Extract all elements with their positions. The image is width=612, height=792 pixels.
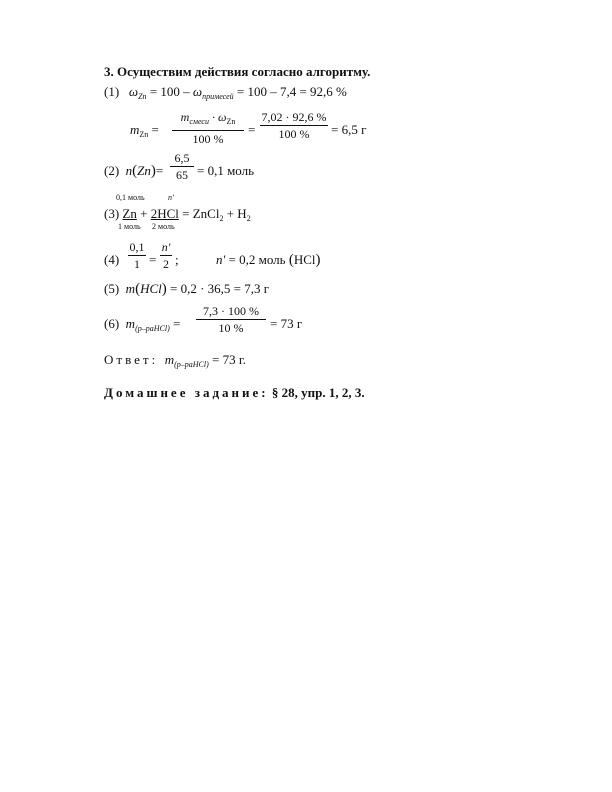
step3-line: (3) Zn + 2HCl = ZnCl$_2$ + $H_2$ (104, 206, 251, 223)
step2-fraction (170, 151, 194, 182)
step2-denominator: 65 (176, 168, 188, 182)
answer-line (104, 352, 246, 372)
reaction-below-left: 1 моль (118, 222, 141, 231)
step4-f2-denominator: 2 (163, 257, 169, 271)
step6-denominator: 10 % (218, 321, 244, 335)
step6-number: (6) (104, 316, 120, 331)
step6-numerator: 7,3 · 100 % (203, 304, 259, 318)
step1-fraction-1 (172, 110, 244, 146)
step6-m: m (125, 316, 136, 331)
step4-f1-numerator: 0,1 (129, 240, 145, 254)
step1-mass-label: $m_{Zn}$ = (130, 122, 159, 139)
step3-number: (3) (104, 206, 120, 221)
step5-m: m (125, 281, 136, 296)
reaction-above-right: n' (168, 193, 174, 202)
step2-zn: Zn (137, 163, 151, 178)
step6-fraction (196, 304, 266, 335)
step4-semicolon: ; (175, 252, 179, 267)
step5-number: (5) (104, 281, 120, 296)
step5-line: (5) m(HCl) = 0,2 · 36,5 = 7,3 г (104, 281, 270, 297)
step4-fraction-2 (160, 240, 172, 271)
step1-m-sub: Zn (139, 130, 149, 139)
step2-line: (2) n(Zn)= (104, 163, 164, 179)
step1-frac2-denominator: 100 % (278, 127, 310, 141)
step1-frac2-numerator: 7,02 · 92,6 % (261, 110, 327, 124)
step4-f1-denominator: 1 (134, 257, 140, 271)
step1-sub-zn: Zn (138, 92, 147, 101)
step1-final: = 6,5 г (331, 122, 367, 137)
homework-line (104, 385, 365, 400)
homework-label: Домашнее задание: (104, 385, 269, 400)
step4-result-n: n' (216, 252, 226, 267)
answer-m: m (164, 352, 175, 367)
answer-value: = 73 г. (208, 352, 246, 367)
step3-zn: Zn (122, 206, 137, 221)
step1-number: (1) (104, 84, 120, 99)
homework-text: § 28, упр. 1, 2, 3. (268, 385, 365, 400)
step5-rest: = 0,2 · 36,5 = 7,3 г (166, 281, 270, 296)
step1-omega-2: ω (192, 84, 203, 99)
step6-sub: (р–раHCl) (135, 324, 170, 333)
step5-hcl: HCl (140, 281, 162, 296)
step1-m: m (130, 122, 140, 137)
step1-frac1-denominator: 100 % (192, 132, 224, 146)
step1-eq-text: = 100 – (146, 84, 193, 99)
step4-number: (4) (104, 252, 120, 267)
answer-label: Ответ: (104, 352, 159, 367)
step2-n: n (125, 163, 133, 178)
step1-line1 (104, 84, 347, 104)
section-heading: 3. Осуществим действия согласно алгоритму. (104, 64, 371, 79)
step1-result: = 100 – 7,4 = 92,6 % (233, 84, 347, 99)
step4-fraction-1 (128, 240, 146, 271)
step4-f2-numerator: n' (161, 240, 171, 254)
step1-sub-impurities: примесей (202, 92, 234, 101)
reaction-above-left: 0,1 моль (116, 193, 145, 202)
step3-hcl: 2HCl (150, 206, 179, 221)
step4-result-text: = 0,2 моль (225, 252, 289, 267)
step2-result: = 0,1 моль (197, 163, 255, 178)
step1-frac1-numerator: $m_{смеси} \cdot \omega_{Zn}$ (180, 110, 236, 126)
step2-number: (2) (104, 163, 120, 178)
step4-equals: = (149, 252, 157, 267)
step6-final: = 73 г (270, 316, 303, 331)
answer-sub: (р–раHCl) (174, 360, 209, 369)
step1-fraction-2 (260, 110, 328, 141)
step6-label: (6) $m_{(р-раHCl)}$ = (104, 316, 181, 333)
step1-omega: ω (128, 84, 139, 99)
step4-result-hcl: HCl (293, 252, 316, 267)
step1-equals: = (248, 122, 256, 137)
step4-result: n' = 0,2 моль (HCl) (216, 252, 321, 268)
reaction-below-right: 2 моль (152, 222, 175, 231)
step2-numerator: 6,5 (174, 151, 190, 165)
